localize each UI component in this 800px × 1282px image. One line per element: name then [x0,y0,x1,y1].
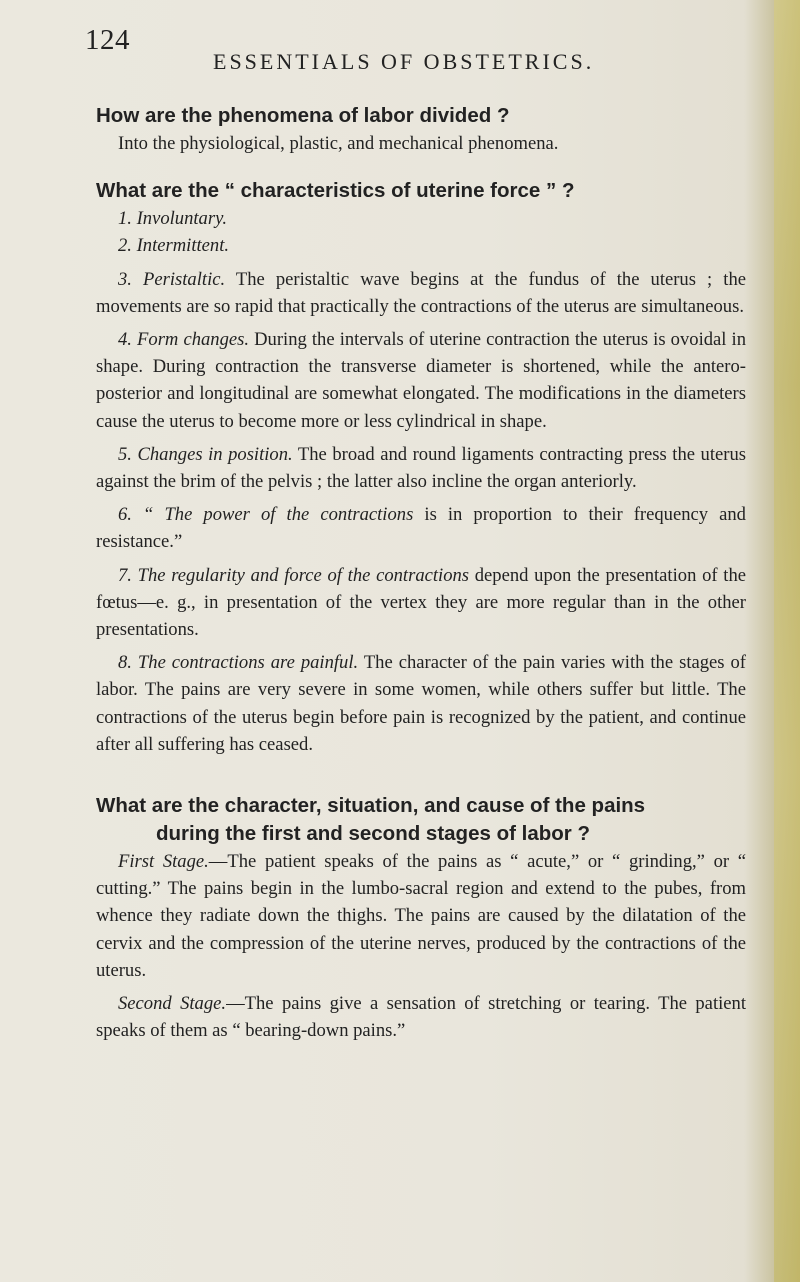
item-text: The character of the pain varies with the stages of labor. The pains are very severe in some women, while others suffer but little. The contractions of the uterus begin before pain is recognized by the patient, and continue after all suffering has ceased. [96,652,747,755]
answer-paragraph: Into the physiological, plastic, and mechanical phenomena. [118,133,559,154]
question-heading [96,792,746,848]
list-item [96,266,746,320]
question-heading: How are the phenomena of labor divided ? [96,104,510,127]
item-text: is in proportion to their frequency and resistance.” [96,504,746,553]
list-item [96,326,746,435]
item-text: The peristaltic wave begins at the fundus of the uterus ; the movements are so rapid that practically the contractions of the uterus are simultaneous. [96,268,746,317]
item-label: 4. Form changes. [118,329,250,351]
stage-paragraph [96,990,746,1044]
page-body [96,102,746,1044]
stage-paragraph [96,848,746,984]
list-item [96,205,746,232]
item-label: 3. Peristaltic. [118,268,226,290]
item-label: 5. Changes in position. [118,443,293,465]
item-label: 6. “ The power of the contractions [118,504,414,526]
list-item [96,501,746,555]
list-item [96,232,746,259]
item-label: 1. Involuntary. [118,208,227,230]
stage-text: —The pains give a sensation of stretching or tearing. The patient speaks of them as “ bearing-down pains.” [96,993,746,1042]
page-number: 124 [85,24,130,56]
item-text: The broad and round ligaments contracting press the uterus against the brim of the pelvis ; the latter also incline the organ anteriorly. [96,443,746,493]
page-header [85,24,765,78]
question-line: What are the character, situation, and cause of the pains [96,794,646,818]
item-text: depend upon the presentation of the fœtus—e. g., in presentation of the vertex they are more regular than in the other presentations. [96,564,746,641]
list-item [96,562,746,644]
stage-label: Second Stage. [118,993,227,1015]
stage-label: First Stage. [118,851,209,873]
page-edge [774,0,800,1282]
running-title: ESSENTIALS OF OBSTETRICS. [213,49,595,74]
stage-text: —The patient speaks of the pains as “ acute,” or “ grinding,” or “ cutting.” The pains begin in the lumbo-sacral region and extend to the pubes, from whence they radiate down the thighs. The pains are caused by the dilatation of the cervix and the compression of the uterine nerves, produced by the contractions of the uterus. [96,851,746,981]
item-label: 2. Intermittent. [118,235,230,257]
list-item [96,441,746,495]
list-item [96,649,746,758]
item-text: During the intervals of uterine contraction the uterus is ovoidal in shape. During contraction the transverse diameter is shortened, while the antero-posterior and longitudinal are somewhat elongated. The modifications in the diameters cause the uterus to become more or less cylindrical in shape. [96,329,746,432]
item-label: 8. The contractions are painful. [118,652,359,674]
item-label: 7. The regularity and force of the contractions [118,564,470,586]
question-heading: What are the “ characteristics of uterine force ” ? [96,179,575,203]
question-line: during the first and second stages of labor ? [156,822,590,846]
